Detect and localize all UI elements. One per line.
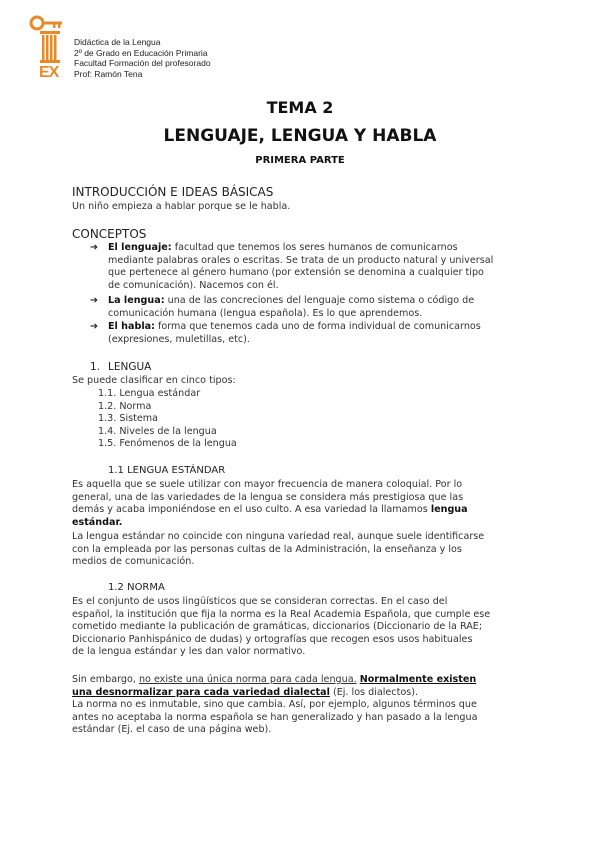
concept-habla — [108, 321, 548, 346]
concept-lengua — [108, 295, 548, 320]
estandar-heading: 1.1 LENGUA ESTÁNDAR — [108, 465, 226, 476]
concept-line: comunicación humana (lengua española). Es lo que aprendemos. — [108, 307, 423, 319]
estandar-paragraph-1 — [72, 479, 542, 529]
lengua-heading: LENGUA — [108, 361, 152, 373]
text-line: La lengua estándar no coincide con ninguna variedad real, aunque suele identificarse — [72, 531, 485, 542]
list-item: 1.4. Niveles de la lengua — [98, 425, 217, 437]
concept-lenguaje — [108, 242, 548, 292]
university-logo — [26, 14, 66, 82]
course-header — [74, 37, 211, 79]
header-faculty: Facultad Formación del profesorado — [74, 58, 211, 68]
text-line: cometido mediante la publicación de gramáticas, diccionarios (Diccionario de la RAE; — [72, 621, 483, 633]
bold-term: lengua — [430, 504, 468, 516]
concept-line: facultad que tenemos los seres humanos de comunicarnos — [174, 242, 458, 253]
text-line: medios de comunicación. — [72, 556, 195, 568]
logo-text: EX — [39, 64, 59, 81]
conceptos-heading: CONCEPTOS — [72, 227, 147, 241]
header-professor: Prof: Ramón Tena — [74, 68, 143, 79]
text-line: demás y acaba imponiéndose en el uso culto. A esa variedad la llamamos — [72, 504, 428, 516]
text-line: Es el conjunto de usos lingüísticos que se consideran correctas. En el caso del — [72, 596, 448, 607]
underlined-text: no existe una única norma para cada lengua. — [138, 674, 357, 685]
norma-paragraph-1 — [72, 596, 552, 659]
concept-line: una de las concreciones del lenguaje como sistema o código de — [167, 295, 475, 306]
page-title: LENGUAJE, LENGUA Y HABLA — [163, 126, 437, 146]
concept-line: de comunicación). Nacemos con él. — [108, 279, 279, 291]
concept-line: mediante palabras orales o escritas. Se trata de un producto natural y universal — [108, 254, 494, 266]
concept-term: La lengua: — [108, 295, 165, 306]
header-grade: 2º de Grado en Educación Primaria — [74, 47, 208, 58]
concept-line: que pertenece al género humano (por extensión se denomina a cualquier tipo — [108, 267, 484, 279]
list-item: 1.3. Sistema — [98, 413, 158, 425]
concept-line: forma que tenemos cada uno de forma individual de comunicarnos — [158, 321, 481, 332]
text-line: Diccionario Panhispánico de dudas) y ortografías que recogen esos usos habituales — [72, 633, 473, 645]
concept-term: El habla: — [108, 321, 155, 332]
concept-line: (expresiones, muletillas, etc). — [108, 333, 250, 345]
list-item: 1.2. Norma — [98, 400, 152, 412]
lengua-types-list — [98, 388, 237, 451]
text-line: con la empleada por las personas cultas de la Administración, la enseñanza y los — [72, 543, 462, 555]
text-line: español, la institución que fija la norma es la Real Academia Española, que cumple ese — [72, 608, 491, 620]
bold-underlined-text: una desnormalizar para cada variedad dialectal — [72, 686, 330, 698]
text-line: La norma no es inmutable, sino que cambia. Así, por ejemplo, algunos términos que — [72, 699, 477, 710]
list-item: 1.5. Fenómenos de la lengua — [98, 438, 237, 450]
intro-text: Un niño empieza a hablar porque se le habla. — [72, 201, 291, 212]
bold-underlined-text: Normalmente existen — [359, 674, 477, 685]
arrow-bullet-icon: ➔ — [90, 321, 99, 332]
text-line: de la lengua estándar y les dan valor normativo. — [72, 646, 306, 658]
intro-heading: INTRODUCCIÓN E IDEAS BÁSICAS — [72, 185, 274, 199]
norma-paragraph-3 — [72, 699, 552, 737]
header-subject: Didáctica de la Lengua — [74, 37, 161, 47]
arrow-bullet-icon: ➔ — [90, 295, 99, 306]
lengua-intro: Se puede clasificar en cinco tipos: — [72, 375, 236, 386]
text-line: estándar (Ej. el caso de una página web). — [72, 724, 272, 736]
text-span: (Ej. los dialectos). — [332, 686, 419, 698]
list-item: 1.1. Lengua estándar — [98, 388, 201, 399]
norma-heading: 1.2 NORMA — [108, 582, 165, 593]
concept-term: El lenguaje: — [108, 242, 172, 253]
norma-paragraph-2 — [72, 674, 552, 699]
text-line: Es aquella que se suele utilizar con mayor frecuencia de manera coloquial. Por lo — [72, 479, 463, 490]
part-subtitle: PRIMERA PARTE — [255, 155, 345, 166]
text-span: Sin embargo, — [72, 674, 136, 685]
text-line: antes no aceptaba la norma española se han generalizado y han pasado a la lengua — [72, 711, 478, 723]
tema-title: TEMA 2 — [266, 98, 334, 117]
bold-term: estándar. — [72, 516, 123, 528]
estandar-paragraph-2 — [72, 531, 552, 569]
text-line: general, una de las variedades de la lengua se considera más prestigiosa que las — [72, 491, 464, 503]
arrow-bullet-icon: ➔ — [90, 242, 99, 253]
lengua-number: 1. — [90, 361, 101, 373]
